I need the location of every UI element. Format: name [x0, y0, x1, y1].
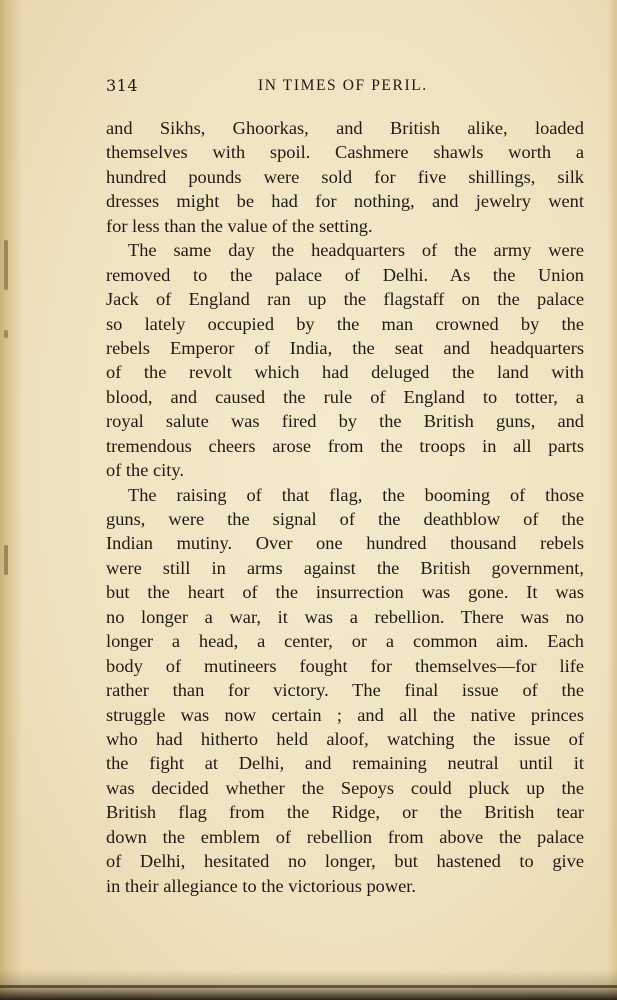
text-line: so lately occupied by the man crowned by the: [106, 313, 584, 334]
text-line: of the city.: [106, 460, 184, 481]
text-line: was decided whether the Sepoys could pluck up the: [106, 777, 584, 798]
text-line: royal salute was fired by the British guns, and: [106, 411, 584, 432]
running-head: IN TIMES OF PERIL.: [258, 77, 428, 94]
text-line: for less than the value of the setting.: [106, 215, 373, 236]
paragraph: [106, 238, 584, 482]
text-line: in their allegiance to the victorious power.: [106, 875, 416, 896]
text-line: but the heart of the insurrection was gone. It was: [106, 582, 584, 603]
paragraph: [106, 116, 584, 238]
text-line: no longer a war, it was a rebellion. There was no: [106, 606, 584, 627]
text-line: blood, and caused the rule of England to totter, a: [106, 386, 584, 407]
page-right-edge: [607, 0, 617, 1000]
text-line: removed to the palace of Delhi. As the Union: [106, 264, 584, 285]
text-line: struggle was now certain ; and all the native princes: [106, 704, 584, 725]
binding-mark: [4, 240, 8, 290]
text-line: rebels Emperor of India, the seat and headquarters: [106, 337, 584, 358]
binding-mark: [4, 545, 8, 575]
text-line: rather than for victory. The final issue of the: [106, 680, 584, 701]
text-line: and Sikhs, Ghoorkas, and British alike, loaded: [106, 118, 584, 138]
page-binding-edge: [0, 0, 22, 1000]
text-line: themselves with spoil. Cashmere shawls worth a: [106, 142, 584, 163]
body-text: [106, 116, 584, 898]
paragraph: [106, 483, 584, 898]
text-line: dresses might be had for nothing, and jewelry went: [106, 191, 584, 212]
text-line: longer a head, a center, or a common aim. Each: [106, 631, 584, 652]
text-line: Jack of England ran up the flagstaff on the palace: [106, 289, 584, 310]
text-line: body of mutineers fought for themselves—for life: [106, 655, 584, 676]
text-line: tremendous cheers arose from the troops in all parts: [106, 435, 584, 456]
text-line: the fight at Delhi, and remaining neutral until it: [106, 753, 584, 774]
text-line: British flag from the Ridge, or the British tear: [106, 802, 584, 823]
page-header: [106, 76, 586, 98]
page-bottom-edge: [0, 970, 617, 1000]
text-line: The same day the headquarters of the army were: [128, 240, 584, 261]
text-line: of the revolt which had deluged the land with: [106, 362, 584, 383]
page-number: 314: [106, 76, 139, 95]
text-line: hundred pounds were sold for five shillings, silk: [106, 166, 584, 187]
binding-mark: [4, 330, 8, 338]
text-line: Indian mutiny. Over one hundred thousand rebels: [106, 533, 584, 554]
text-line: of Delhi, hesitated no longer, but hastened to give: [106, 851, 584, 872]
text-line: were still in arms against the British government,: [106, 557, 584, 578]
text-line: who had hitherto held aloof, watching the issue of: [106, 728, 584, 749]
text-line: The raising of that flag, the booming of those: [128, 484, 584, 505]
text-line: guns, were the signal of the deathblow of the: [106, 509, 584, 529]
text-line: down the emblem of rebellion from above the palace: [106, 826, 584, 847]
